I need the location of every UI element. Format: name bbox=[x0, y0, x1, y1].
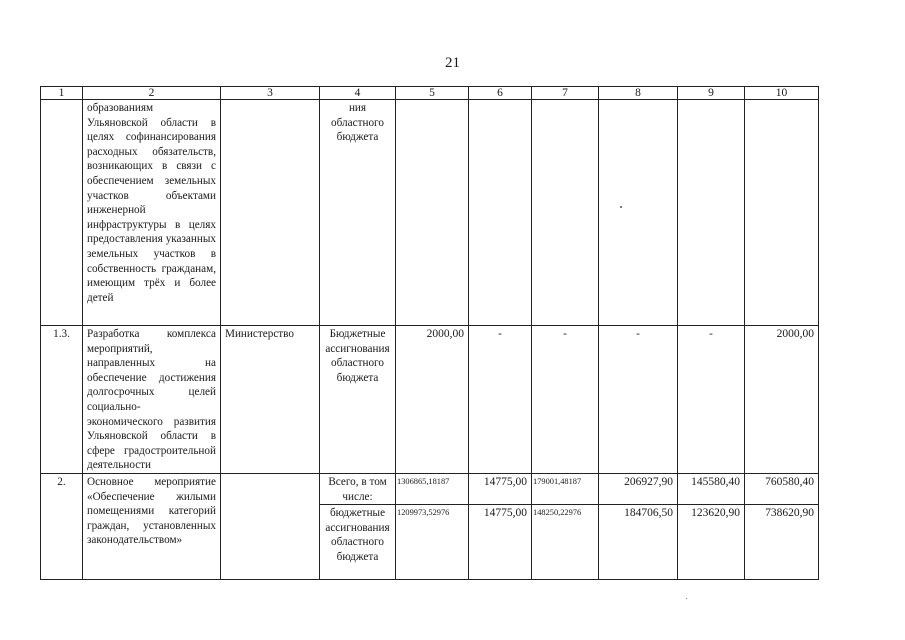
row-number bbox=[41, 100, 83, 326]
value-year-4 bbox=[678, 100, 745, 326]
executor: Министерство bbox=[221, 326, 320, 474]
value-year-3: 184706,50 bbox=[599, 505, 678, 580]
budget-table bbox=[40, 86, 819, 580]
executor bbox=[221, 474, 320, 580]
value-year-2: - bbox=[532, 326, 599, 474]
header-cell: 6 bbox=[469, 87, 532, 100]
value-year-3 bbox=[599, 100, 678, 326]
scan-speck bbox=[620, 206, 622, 208]
header-row bbox=[41, 87, 819, 100]
header-cell: 2 bbox=[83, 87, 221, 100]
value-year-2: 148250,22976 bbox=[532, 505, 599, 580]
value-total: 1209973,52976 bbox=[396, 505, 469, 580]
measure-name: Основное мероприятие «Обеспечение жилыми помещениями категорий граждан, установленных законодательством» bbox=[83, 474, 221, 580]
funding-source: бюджетные ассигнования областного бюджета bbox=[320, 505, 396, 580]
value-year-3: - bbox=[599, 326, 678, 474]
funding-source-total: Всего, в том числе: bbox=[320, 474, 396, 505]
value-year-5: 2000,00 bbox=[745, 326, 819, 474]
value-year-1: 14775,00 bbox=[469, 474, 532, 505]
value-year-2: 179001,48187 bbox=[532, 474, 599, 505]
value-year-4: 123620,90 bbox=[678, 505, 745, 580]
value-year-3: 206927,90 bbox=[599, 474, 678, 505]
header-cell: 5 bbox=[396, 87, 469, 100]
value-year-4: - bbox=[678, 326, 745, 474]
value-year-5: 738620,90 bbox=[745, 505, 819, 580]
value-year-1 bbox=[469, 100, 532, 326]
header-cell: 3 bbox=[221, 87, 320, 100]
value-total: 2000,00 bbox=[396, 326, 469, 474]
header-cell: 1 bbox=[41, 87, 83, 100]
value-year-1: - bbox=[469, 326, 532, 474]
value-total: 1306865,18187 bbox=[396, 474, 469, 505]
table-row bbox=[41, 100, 819, 326]
value-year-4: 145580,40 bbox=[678, 474, 745, 505]
header-cell: 8 bbox=[599, 87, 678, 100]
scan-speck bbox=[686, 598, 687, 599]
header-cell: 7 bbox=[532, 87, 599, 100]
header-cell: 9 bbox=[678, 87, 745, 100]
measure-name: образованиям Ульяновской области в целях софинансирования расходных обязательств, возникающих в связи с обеспечением земельных участков объектами инженерной инфраструктуры в целях предоставления указанных земельных участков в собственность гражданам, имеющим трёх и более детей bbox=[83, 100, 221, 326]
funding-source: Бюджетные ассигнования областного бюджета bbox=[320, 326, 396, 474]
row-number: 2. bbox=[41, 474, 83, 580]
row-number: 1.3. bbox=[41, 326, 83, 474]
value-year-1: 14775,00 bbox=[469, 505, 532, 580]
header-cell: 4 bbox=[320, 87, 396, 100]
table-row bbox=[41, 326, 819, 474]
value-year-2 bbox=[532, 100, 599, 326]
value-year-5: 760580,40 bbox=[745, 474, 819, 505]
value-year-5 bbox=[745, 100, 819, 326]
page-number: 21 bbox=[445, 55, 460, 71]
value-total bbox=[396, 100, 469, 326]
executor bbox=[221, 100, 320, 326]
table-row bbox=[41, 474, 819, 505]
measure-name: Разработка комплекса мероприятий, направленных на обеспечение достижения долгосрочных целей социально-экономического развития Ульяновской области в сфере градостроительной деятельности bbox=[83, 326, 221, 474]
funding-source: ния областного бюджета bbox=[320, 100, 396, 326]
header-cell: 10 bbox=[745, 87, 819, 100]
